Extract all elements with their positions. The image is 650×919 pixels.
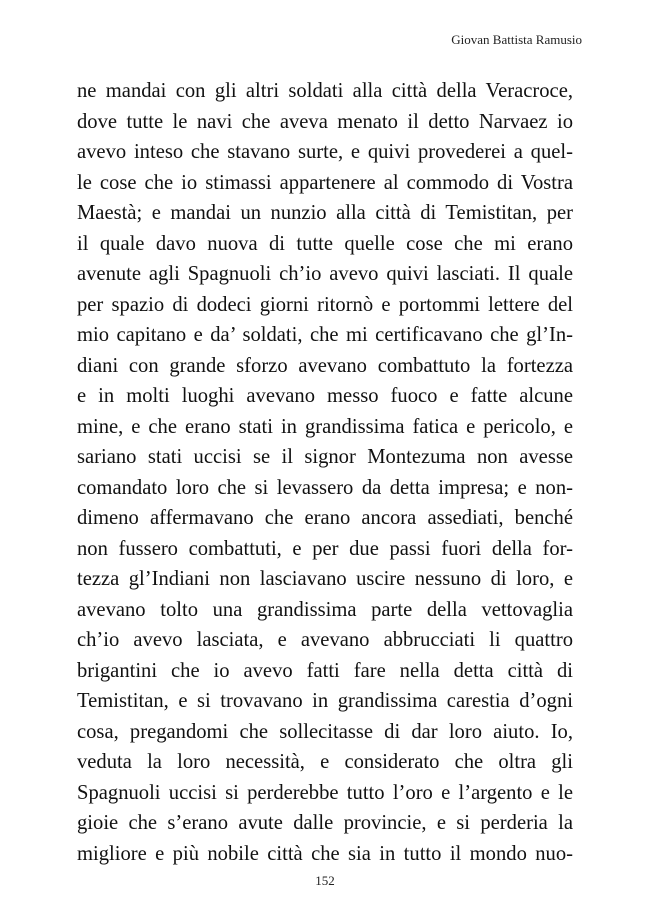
text-line: brigantini che io avevo fatti fare nella detta città di: [77, 659, 573, 682]
text-line: comandato loro che si levassero da detta impresa; e non-: [77, 476, 573, 499]
text-line: gioie che s’erano avute dalle provincie, e si perderia la: [77, 812, 573, 834]
text-line: Temistitan, e si trovavano in grandissima carestia d’ogni: [77, 690, 573, 712]
text-line: avevano tolto una grandissima parte della vettovaglia: [77, 598, 573, 621]
text-line: non fussero combattuti, e per due passi fuori della for-: [77, 537, 573, 560]
text-line: sariano stati uccisi se il signor Montezuma non avesse: [77, 446, 573, 468]
body-text: [77, 76, 573, 869]
text-line: dove tutte le navi che aveva menato il detto Narvaez io: [77, 110, 573, 133]
text-line: Spagnuoli uccisi si perderebbe tutto l’oro e l’argento e le: [77, 781, 573, 804]
text-line: migliore e più nobile città che sia in tutto il mondo nuo-: [77, 842, 573, 865]
text-line: diani con grande sforzo avevano combattuto la fortezza: [77, 354, 573, 377]
text-line: mine, e che erano stati in grandissima fatica e pericolo, e: [77, 415, 573, 438]
text-line: Maestà; e mandai un nunzio alla città di Temistitan, per: [77, 202, 573, 224]
text-line: tezza gl’Indiani non lasciavano uscire nessuno di loro, e: [77, 568, 573, 590]
text-line: dimeno affermavano che erano ancora assediati, benché: [77, 507, 573, 529]
text-line: il quale davo nuova di tutte quelle cose che mi erano: [77, 232, 573, 255]
text-line: per spazio di dodeci giorni ritornò e portommi lettere del: [77, 293, 573, 316]
text-line: veduta la loro necessità, e considerato che oltra gli: [77, 751, 573, 773]
text-line: avevo inteso che stavano surte, e quivi provederei a quel-: [77, 141, 573, 163]
page-number: 152: [315, 873, 335, 888]
text-line: le cose che io stimassi appartenere al commodo di Vostra: [77, 171, 573, 194]
running-header: Giovan Battista Ramusio: [451, 32, 582, 47]
text-line: cosa, pregandomi che sollecitasse di dar loro aiuto. Io,: [77, 720, 573, 743]
text-line: e in molti luoghi avevano messo fuoco e fatte alcune: [77, 385, 573, 407]
text-line: ne mandai con gli altri soldati alla città della Veracroce,: [77, 80, 573, 102]
text-line: ch’io avevo lasciata, e avevano abbrucciati li quattro: [77, 629, 573, 651]
text-line: avenute agli Spagnuoli ch’io avevo quivi lasciati. Il quale: [77, 263, 573, 285]
text-line: mio capitano e da’ soldati, che mi certificavano che gl’In-: [77, 324, 573, 346]
